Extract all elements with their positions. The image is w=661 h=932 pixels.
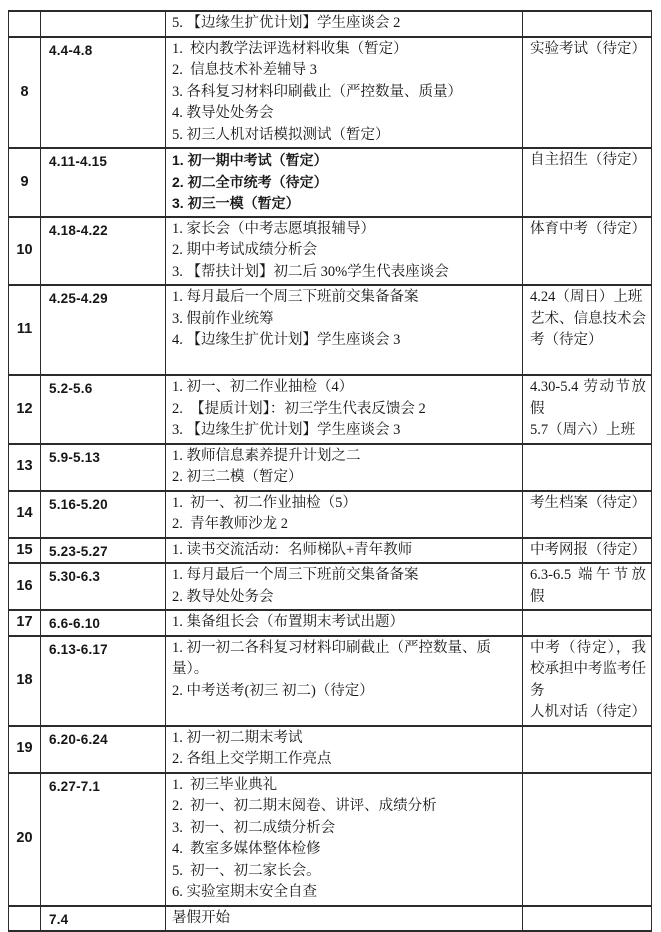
activity-line: 2. 初二全市统考（待定） — [172, 173, 328, 190]
activity-line: 4. 【边缘生扩优计划】学生座谈会 3 — [172, 332, 401, 348]
date-range-cell: 5.23-5.27 — [41, 538, 166, 564]
activity-line: 3. 初一、初二成绩分析会 — [172, 819, 336, 836]
notes-cell — [523, 636, 652, 726]
table-row — [9, 726, 652, 773]
activity-line: 2. 期中考试成绩分析会 — [172, 242, 317, 258]
date-range-cell: 4.4-4.8 — [41, 37, 166, 149]
notes-cell — [523, 726, 652, 773]
note-line: 体育中考（待定） — [530, 220, 646, 237]
table-row — [9, 538, 652, 564]
notes-cell — [523, 563, 652, 610]
notes-cell — [523, 37, 652, 149]
date-range-cell: 4.25-4.29 — [41, 285, 166, 375]
date-range-cell: 4.11-4.15 — [41, 148, 166, 217]
table-row — [9, 285, 652, 375]
notes-cell — [523, 148, 652, 217]
activity-line: 2. 初三二模（暂定） — [172, 469, 303, 485]
activities-cell — [166, 610, 523, 636]
week-number-cell — [9, 11, 41, 37]
week-number-cell: 12 — [9, 375, 41, 444]
week-number-cell: 17 — [9, 610, 41, 636]
table-row — [9, 636, 652, 726]
activity-line: 2. 信息技术补差辅导 3 — [172, 62, 317, 78]
note-line: 艺术、信息技术会考（待定） — [530, 310, 646, 348]
note-line: 考生档案（待定） — [530, 494, 646, 511]
activity-line: 1. 初一初二期末考试 — [172, 729, 303, 746]
schedule-table — [8, 10, 652, 932]
activity-line: 5. 【边缘生扩优计划】学生座谈会 2 — [172, 15, 401, 31]
activity-line: 2. 青年教师沙龙 2 — [172, 516, 288, 532]
notes-cell — [523, 538, 652, 564]
activity-line: 1. 初一期中考试（暂定） — [172, 152, 328, 168]
activity-line: 5. 初一、初二家长会。 — [172, 862, 321, 879]
activity-line: 3. 【边缘生扩优计划】学生座谈会 3 — [172, 422, 401, 438]
activities-cell — [166, 148, 523, 217]
date-range-cell: 5.30-6.3 — [41, 563, 166, 610]
activity-line: 3. 初三一模（暂定） — [172, 195, 300, 211]
activities-cell — [166, 538, 523, 564]
activity-line: 1. 每月最后一个周三下班前交集备备案 — [172, 567, 419, 583]
activities-cell — [166, 636, 523, 726]
table-row — [9, 563, 652, 610]
week-number-cell: 16 — [9, 563, 41, 610]
note-line: 实验考试（待定） — [530, 40, 646, 57]
notes-cell — [523, 11, 652, 37]
table-row — [9, 773, 652, 906]
date-range-cell: 6.13-6.17 — [41, 636, 166, 726]
notes-cell — [523, 217, 652, 286]
activity-line: 3. 各科复习材料印刷截止（严控数量、质量） — [172, 83, 462, 100]
date-range-cell: 6.6-6.10 — [41, 610, 166, 636]
table-row — [9, 217, 652, 286]
activities-cell — [166, 217, 523, 286]
date-range-cell: 5.2-5.6 — [41, 375, 166, 444]
week-number-cell: 9 — [9, 148, 41, 217]
date-range-cell: 4.18-4.22 — [41, 217, 166, 286]
table-row — [9, 444, 652, 491]
week-number-cell: 10 — [9, 217, 41, 286]
activity-line: 6. 实验室期末安全自查 — [172, 884, 317, 900]
week-number-cell: 18 — [9, 636, 41, 726]
notes-cell — [523, 610, 652, 636]
schedule-table-body — [9, 11, 652, 931]
table-row — [9, 375, 652, 444]
week-number-cell: 15 — [9, 538, 41, 564]
week-number-cell: 14 — [9, 491, 41, 538]
activity-line: 1. 初三毕业典礼 — [172, 776, 278, 793]
activities-cell — [166, 726, 523, 773]
table-row — [9, 37, 652, 149]
activity-line: 2. 【提质计划】：初三学生代表反馈会 2 — [172, 400, 426, 417]
date-range-cell: 6.20-6.24 — [41, 726, 166, 773]
table-row — [9, 906, 652, 932]
activities-cell — [166, 563, 523, 610]
activity-line: 1. 家长会（中考志愿填报辅导） — [172, 220, 375, 237]
activities-cell — [166, 773, 523, 906]
activities-cell — [166, 906, 523, 932]
activity-line: 1. 读书交流活动：名师梯队+青年教师 — [172, 541, 413, 558]
activity-line: 1. 教师信息素养提升计划之二 — [172, 447, 361, 464]
activity-line: 5. 初三人机对话模拟测试（暂定） — [172, 126, 390, 143]
table-row — [9, 610, 652, 636]
activities-cell — [166, 444, 523, 491]
notes-cell — [523, 773, 652, 906]
table-row — [9, 148, 652, 217]
activity-line: 1. 初一初二各科复习材料印刷截止（严控数量、质量）。 — [172, 639, 491, 677]
notes-cell — [523, 906, 652, 932]
table-row — [9, 11, 652, 37]
week-number-cell: 11 — [9, 285, 41, 375]
note-line: 4.30-5.4 劳动节放假 — [530, 379, 646, 417]
activity-line — [172, 352, 518, 374]
date-range-cell — [41, 11, 166, 37]
note-line: 6.3-6.5 端午节放假 — [530, 567, 646, 605]
week-number-cell: 8 — [9, 37, 41, 149]
activity-line: 2. 教导处处务会 — [172, 588, 274, 605]
note-line: 人机对话（待定） — [530, 704, 646, 720]
note-line: 中考网报（待定） — [530, 541, 646, 558]
activity-line: 4. 教室多媒体整体检修 — [172, 841, 321, 857]
activities-cell — [166, 491, 523, 538]
activities-cell — [166, 11, 523, 37]
note-line: 5.7（周六）上班 — [530, 422, 636, 438]
note-line: 自主招生（待定） — [530, 152, 646, 168]
notes-cell — [523, 444, 652, 491]
notes-cell — [523, 375, 652, 444]
date-range-cell: 5.9-5.13 — [41, 444, 166, 491]
week-number-cell — [9, 906, 41, 932]
week-number-cell: 13 — [9, 444, 41, 491]
date-range-cell: 7.4 — [41, 906, 166, 932]
activities-cell — [166, 285, 523, 375]
activity-line: 4. 教导处处务会 — [172, 105, 274, 121]
activities-cell — [166, 37, 523, 149]
week-number-cell: 19 — [9, 726, 41, 773]
activity-line: 3. 假前作业统筹 — [172, 310, 274, 327]
activity-line: 2. 中考送考(初三 初二)（待定） — [172, 682, 374, 699]
activity-line: 1. 每月最后一个周三下班前交集备备案 — [172, 289, 419, 305]
note-line: 中考（待定），我校承担中考监考任务 — [530, 639, 646, 699]
notes-cell — [523, 491, 652, 538]
activity-line: 1. 校内教学法评选材料收集（暂定） — [172, 40, 408, 57]
activities-cell — [166, 375, 523, 444]
week-number-cell: 20 — [9, 773, 41, 906]
date-range-cell: 6.27-7.1 — [41, 773, 166, 906]
activity-line: 1. 初一、初二作业抽检（5） — [172, 494, 357, 511]
activity-line: 2. 各组上交学期工作亮点 — [172, 751, 332, 767]
activity-line: 1. 初一、初二作业抽检（4） — [172, 379, 354, 395]
activity-line: 1. 集备组长会（布置期末考试出题） — [172, 614, 404, 630]
activity-line: 暑假开始 — [172, 909, 230, 926]
activity-line: 2. 初一、初二期末阅卷、讲评、成绩分析 — [172, 798, 437, 814]
notes-cell — [523, 285, 652, 375]
note-line: 4.24（周日）上班 — [530, 289, 643, 305]
table-row — [9, 491, 652, 538]
activity-line: 3. 【帮扶计划】初二后 30%学生代表座谈会 — [172, 263, 449, 280]
date-range-cell: 5.16-5.20 — [41, 491, 166, 538]
